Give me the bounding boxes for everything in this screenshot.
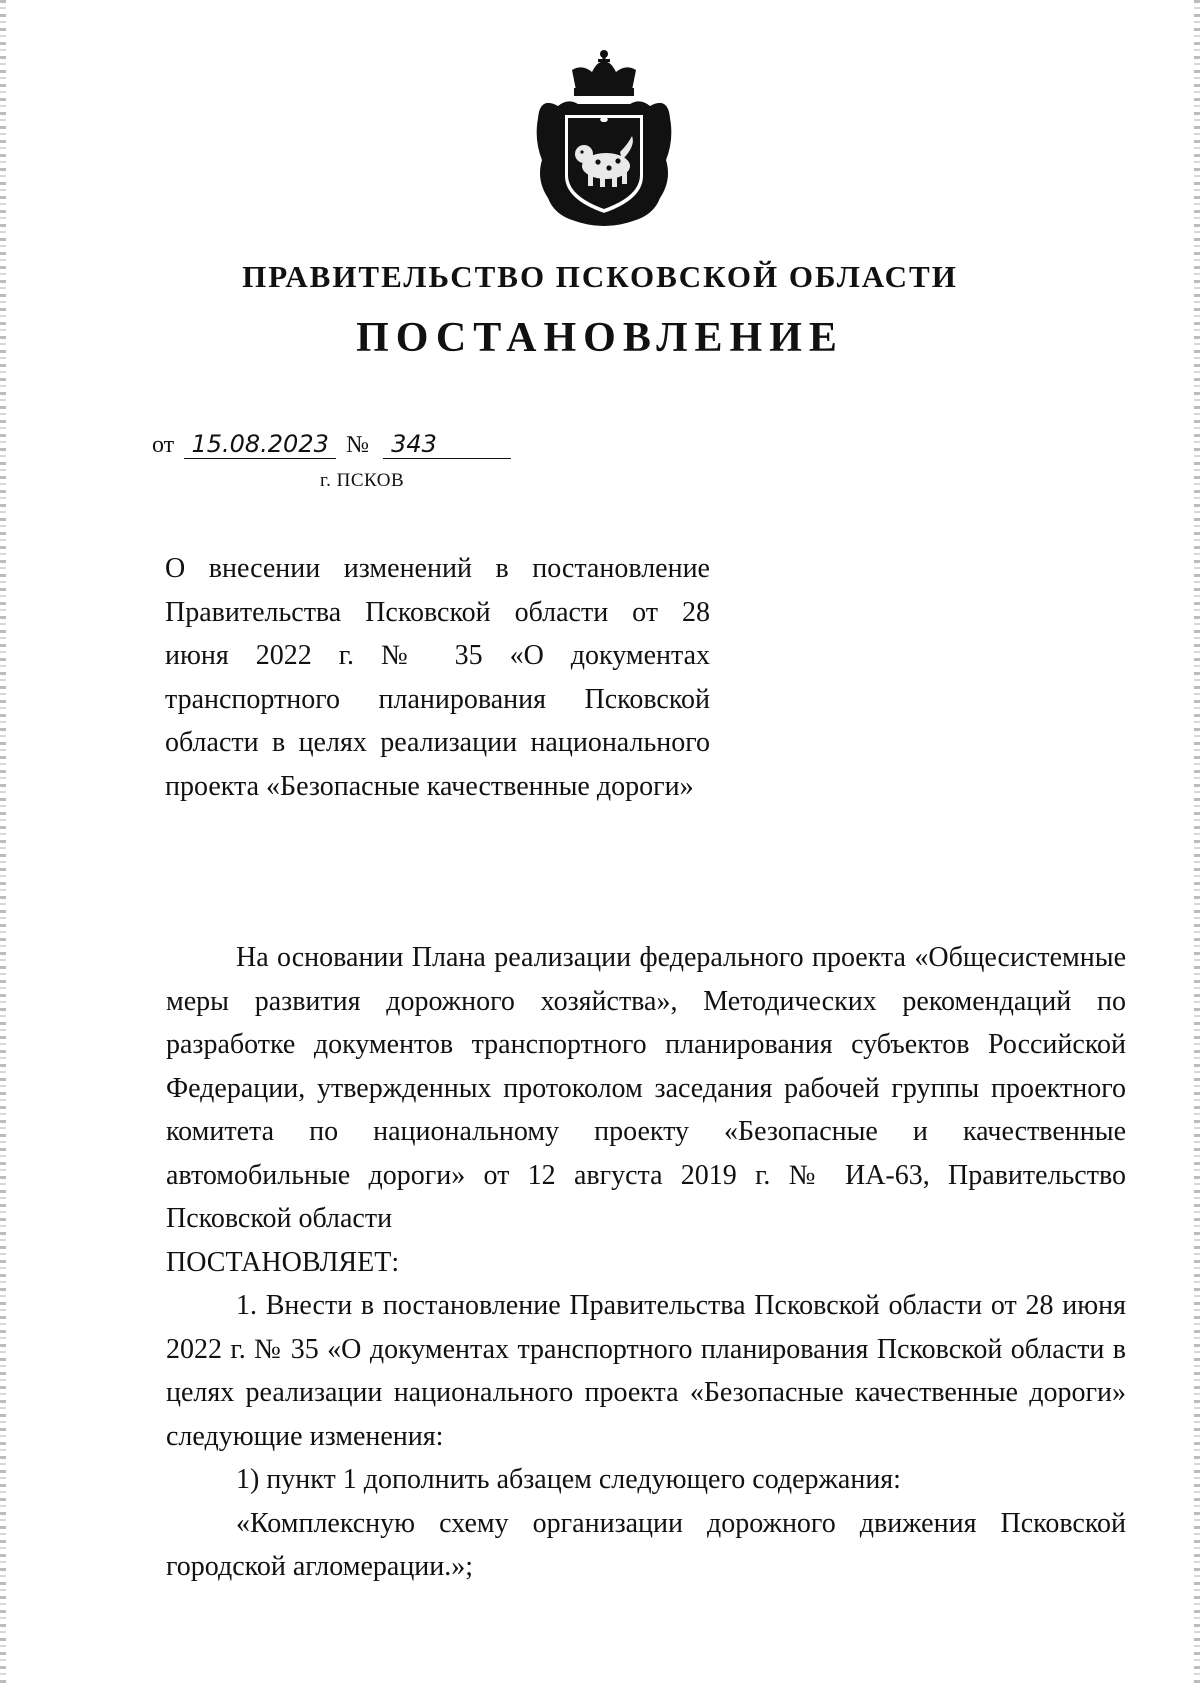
subclause-1-paragraph: 1) пункт 1 дополнить абзацем следующего содержания:	[236, 1464, 901, 1495]
quoted-addition-paragraph: «Комплексную схему организации дорожного движения Псковской городской агломерации.»;	[166, 1507, 1126, 1582]
preamble-paragraph: На основании Плана реализации федерального проекта «Общесистемные меры развития дорожного хозяйства», Методических рекомендаций по разработке документов транспортного планирования субъектов Российской Федерации, утвержденных протоколом заседания рабочей группы проектного комитета по национальному проекту «Безопасные и качественные автомобильные дороги» от 12 августа 2019 г. № ИА-63, Правительство Псковской области	[166, 942, 1126, 1234]
document-subject: О внесении изменений в постановление Правительства Псковской области от 28 июня 2022 г. № 35 «О документах транспортного планирования Псковской области в целях реализации национального проекта «Безопасные качественные дороги»	[165, 553, 710, 802]
date-prefix: от	[152, 432, 175, 458]
number-sign: №	[346, 432, 370, 458]
authority-title: ПРАВИТЕЛЬСТВО ПСКОВСКОЙ ОБЛАСТИ	[242, 259, 958, 294]
document-body	[166, 936, 1126, 1589]
registration-line	[152, 430, 511, 459]
clause-1-paragraph: 1. Внести в постановление Правительства Псковской области от 28 июня 2022 г. № 35 «О документах транспортного планирования Псковской области в целях реализации национального проекта «Безопасные качественные дороги» следующие изменения:	[166, 1290, 1126, 1452]
document-type-title: ПОСТАНОВЛЕНИЕ	[356, 315, 844, 361]
scan-edge-left	[0, 0, 6, 1686]
document-number: 343	[383, 430, 511, 459]
document-date: 15.08.2023	[184, 430, 336, 459]
pskov-coat-of-arms-icon	[514, 48, 694, 228]
resolution-word: ПОСТАНОВЛЯЕТ:	[166, 1246, 400, 1278]
scan-edge-right	[1194, 0, 1200, 1686]
city-label: г. ПСКОВ	[320, 470, 405, 491]
